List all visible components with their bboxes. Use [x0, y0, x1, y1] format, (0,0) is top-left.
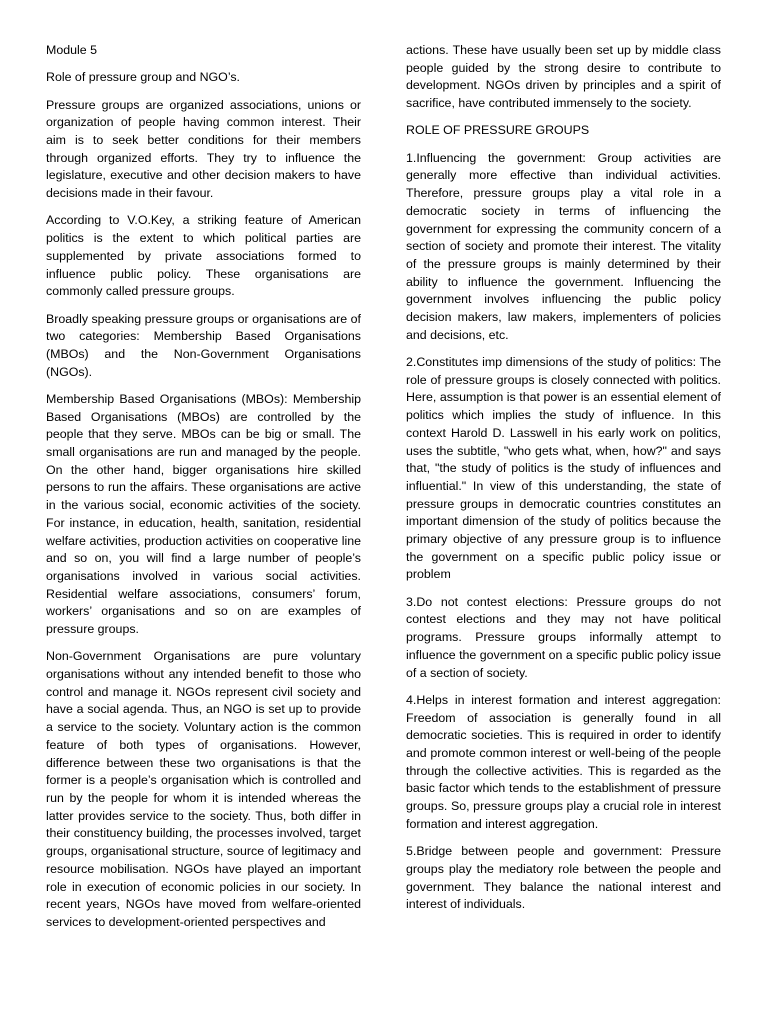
right-column	[406, 42, 721, 924]
point-bridge-people-government: 5.Bridge between people and government: Pressure groups play the mediatory role between the people and government. They balance the national interest and interest of individuals.	[406, 844, 721, 912]
paragraph-two-categories: Broadly speaking pressure groups or organisations are of two categories: Membership Based Organisations (MBOs) and the Non-Government Organisations (NGOs).	[46, 311, 361, 379]
paragraph-vo-key: According to V.O.Key, a striking feature of American politics is the extent to which political parties are supplemented by private associations formed to influence public policy. These organisations are commonly called pressure groups.	[46, 213, 361, 299]
left-column	[46, 42, 361, 941]
paragraph-pressure-groups-definition: Pressure groups are organized associations, unions or organization of people having common interest. Their aim is to seek better conditions for their members through organized efforts. They try to influence the legislature, executive and other decision makers to have decisions made in their favour.	[46, 97, 361, 201]
paragraph-mbos: Membership Based Organisations (MBOs): Membership Based Organisations (MBOs) are controlled by the people that they serve. MBOs can be big or small. The small organisations are run and managed by the people. On the other hand, bigger organisations hire skilled persons to run the affairs. These organisations are active in the various social, economic activities of the society. For instance, in education, health, sanitation, residential welfare activities, production activities on cooperative line and so on, you will find a large number of people’s organisations involved in various social activities. Residential welfare associations, consumers’ forum, workers’ organisations and so on are examples of pressure groups.	[46, 391, 361, 637]
point-study-of-politics: 2.Constitutes imp dimensions of the study of politics: The role of pressure groups is closely connected with politics. Here, assumption is that power is an essential element of politics which implies the study of influence. In this context Harold D. Lasswell in his early work on politics, uses the subtitle, "who gets what, when, how?" and says that, "the study of politics is the study of influences and influential." In view of this understanding, the state of pressure groups in democratic countries constitutes an important dimension of the study of politics because the primary objective of any pressure group is to influence the government on a specific public policy issue or problem	[406, 355, 721, 582]
point-do-not-contest-elections: 3.Do not contest elections: Pressure groups do not contest elections and they may not have political programs. Pressure groups informally attempt to influence the government on a specific public policy issue of a section of society.	[406, 594, 721, 680]
point-interest-formation: 4.Helps in interest formation and interest aggregation: Freedom of association is generally found in all democratic societies. This is required in order to identify and promote common interest or well-being of the people through the collective activities. This is regarded as the basic factor which tends to the establishment of pressure groups. So, pressure groups play a crucial role in interest formation and interest aggregation.	[406, 692, 721, 831]
paragraph-ngo-continuation: actions. These have usually been set up by middle class people guided by the strong desire to contribute to development. NGOs driven by principles and a spirit of sacrifice, have contributed immensely to the society.	[406, 43, 721, 111]
point-influencing-government: 1.Influencing the government: Group activities are generally more effective than individual activities. Therefore, pressure groups play a vital role in a democratic society in terms of influencing the government for expressing the community concern of a section of society and promote their interest. The vitality of the pressure groups is mainly determined by their ability to influence the government. Influencing the government involves influencing the public policy decision makers, law makers, implementers of policies and decisions, etc.	[406, 150, 721, 342]
module-title: Module 5	[46, 43, 97, 57]
section-title-role-of-pressure-groups: ROLE OF PRESSURE GROUPS	[406, 123, 590, 138]
section-title-role-of-pressure-groups-and-ngos: Role of pressure group and NGO’s.	[46, 70, 240, 85]
paragraph-ngos: Non-Government Organisations are pure voluntary organisations without any intended benefit to those who control and manage it. NGOs represent civil society and have a social agenda. Thus, an NGO is set up to provide a service to the society. Voluntary action is the common feature of both types of organisations. However, difference between these two organisations is that the former is a people’s organisation which is controlled and run by the people for whom it is intended whereas the latter provides service to the society. Thus, both differ in their constituency building, the processes involved, target groups, organisational structure, source of legitimacy and resource mobilisation. NGOs have played an important role in execution of economic policies in our society. In recent years, NGOs have moved from welfare-oriented services to development-oriented perspectives and	[46, 649, 361, 929]
